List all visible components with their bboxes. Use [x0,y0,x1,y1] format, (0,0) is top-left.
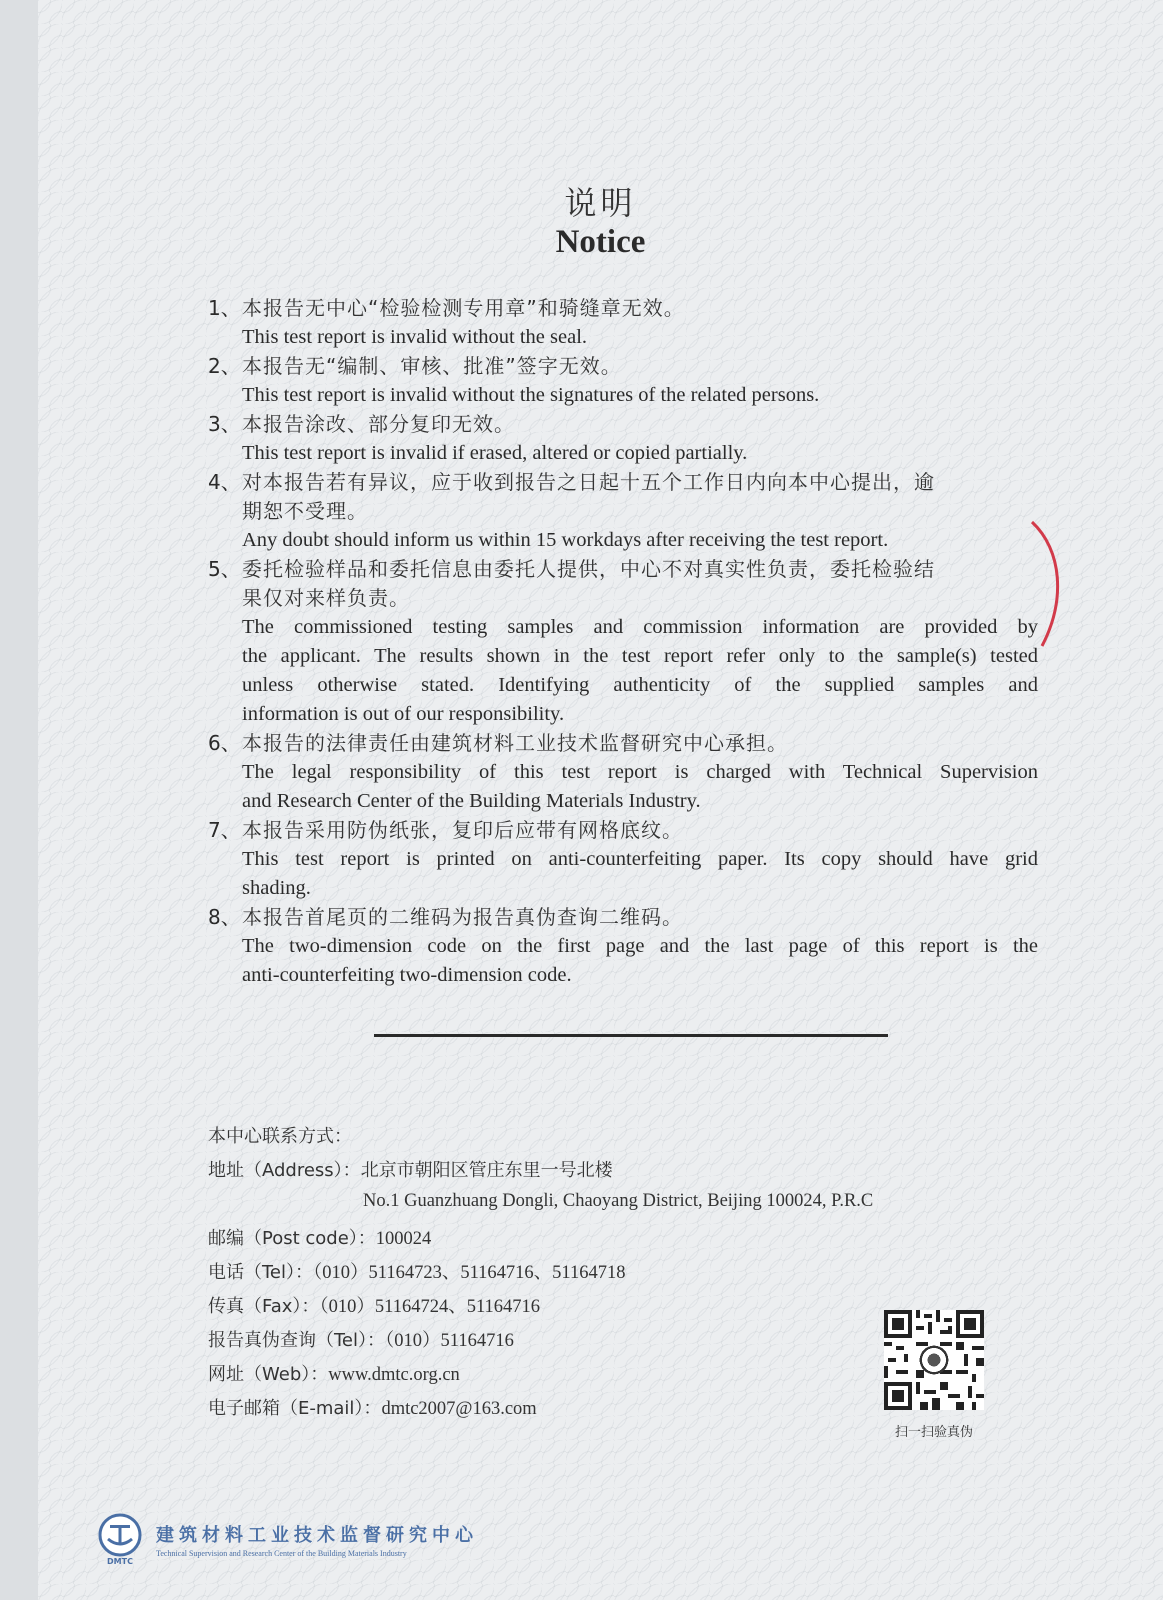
notice-text-en: Any doubt should inform us within 15 workdays after receiving the test report. [242,529,889,551]
address-row [208,1156,613,1182]
notice-body [242,410,1038,468]
red-stamp-edge [1028,520,1068,650]
notice-body [242,816,1038,903]
notice-text-en: This test report is printed on anti-counterfeiting paper. Its copy should have grid [242,848,1038,870]
notice-number: 4、 [208,470,241,494]
notice-text-cn: 本报告首尾页的二维码为报告真伪查询二维码。 [242,905,683,929]
tel-value: （010）51164723、51164716、51164718 [313,1263,626,1283]
notice-list [208,294,1038,990]
dmtc-emblem-icon [96,1513,144,1565]
notice-body [242,294,1038,352]
logo-name-cn: 建筑材料工业技术监督研究中心 [156,1524,478,1546]
email-row [208,1394,537,1420]
notice-text-en: The commissioned testing samples and commission information are provided by [242,616,1038,638]
document-page [38,0,1163,1600]
notice-text-en: and Research Center of the Building Materials Industry. [242,790,701,812]
logo-name-en: Technical Supervision and Research Center of the Building Materials Industry [156,1548,407,1558]
address-label: 地址（Address）： [208,1160,361,1181]
notice-item [208,816,1038,903]
notice-text-cn: 委托检验样品和委托信息由委托人提供，中心不对真实性负责，委托检验结 [242,557,935,581]
notice-body [242,903,1038,990]
notice-text-en: the applicant. The results shown in the test report refer only to the sample(s) tested [242,645,1038,667]
qr-caption: 扫一扫验真伪 [894,1425,973,1440]
notice-item [208,555,1038,729]
qr-code-icon [884,1310,984,1410]
email-link[interactable]: dmtc2007@163.com [381,1399,537,1419]
notice-text-en: shading. [242,877,311,899]
notice-number: 6、 [208,731,241,755]
notice-text-en: This test report is invalid without the seal. [242,326,588,348]
postcode-label: 邮编（Post code）： [208,1228,376,1249]
notice-text-en: information is out of our responsibility. [242,703,565,725]
notice-number: 7、 [208,818,241,842]
notice-text-cn: 本报告的法律责任由建筑材料工业技术监督研究中心承担。 [242,731,788,755]
web-row [208,1360,460,1386]
fax-row [208,1292,540,1318]
notice-number: 1、 [208,296,241,320]
notice-item [208,729,1038,816]
postcode-value: 100024 [375,1229,432,1249]
title-english: Notice [555,224,646,260]
notice-body [242,352,1038,410]
email-label: 电子邮箱（E-mail）： [208,1398,382,1419]
notice-body [242,729,1038,816]
verify-value: （010）51164716 [385,1331,514,1351]
notice-number: 3、 [208,412,241,436]
verify-row [208,1326,514,1352]
divider-rule [374,1034,888,1037]
notice-body [242,468,1038,555]
web-link[interactable]: www.dmtc.org.cn [328,1365,460,1385]
tel-label: 电话（Tel）： [208,1262,314,1283]
notice-number: 2、 [208,354,241,378]
address-en-row [363,1190,873,1212]
title-chinese: 说明 [564,184,637,222]
notice-text-en: The two-dimension code on the first page and the last page of this report is the [242,935,1038,957]
notice-item [208,903,1038,990]
fax-label: 传真（Fax）： [208,1296,320,1317]
notice-text-en: unless otherwise stated. Identifying authenticity of the supplied samples and [242,674,1038,696]
notice-text-cn: 本报告无“编制、审核、批准”签字无效。 [242,354,622,378]
notice-item [208,468,1038,555]
contact-heading: 本中心联系方式： [208,1126,352,1147]
footer-logo [96,1513,478,1565]
address-cn: 北京市朝阳区管庄东里一号北楼 [360,1160,613,1181]
notice-text-cn: 对本报告若有异议，应于收到报告之日起十五个工作日内向本中心提出，逾 [242,470,935,494]
fax-value: （010）51164724、51164716 [319,1297,541,1317]
web-label: 网址（Web）： [208,1364,329,1385]
notice-text-en: anti-counterfeiting two-dimension code. [242,964,572,986]
notice-text-cn: 本报告涂改、部分复印无效。 [242,412,515,436]
notice-text-en: This test report is invalid if erased, altered or copied partially. [242,442,748,464]
notice-text-en: The legal responsibility of this test report is charged with Technical Supervision [242,761,1038,783]
verify-label: 报告真伪查询（Tel）： [208,1330,386,1351]
notice-number: 8、 [208,905,241,929]
notice-text-cn: 期恕不受理。 [242,499,368,523]
notice-number: 5、 [208,557,241,581]
postcode-row [208,1224,431,1250]
notice-item [208,352,1038,410]
notice-text-cn: 本报告采用防伪纸张，复印后应带有网格底纹。 [242,818,683,842]
notice-item [208,294,1038,352]
notice-item [208,410,1038,468]
notice-text-en: This test report is invalid without the signatures of the related persons. [242,384,820,406]
notice-text-cn: 本报告无中心“检验检测专用章”和骑缝章无效。 [242,296,685,320]
logo-abbr: DMTC [107,1557,133,1565]
qr-code-block [884,1310,984,1440]
tel-row [208,1258,625,1284]
notice-body [242,555,1038,729]
notice-text-cn: 果仅对来样负责。 [242,586,410,610]
address-en: No.1 Guanzhuang Dongli, Chaoyang District, Beijing 100024, P.R.C [363,1191,874,1211]
